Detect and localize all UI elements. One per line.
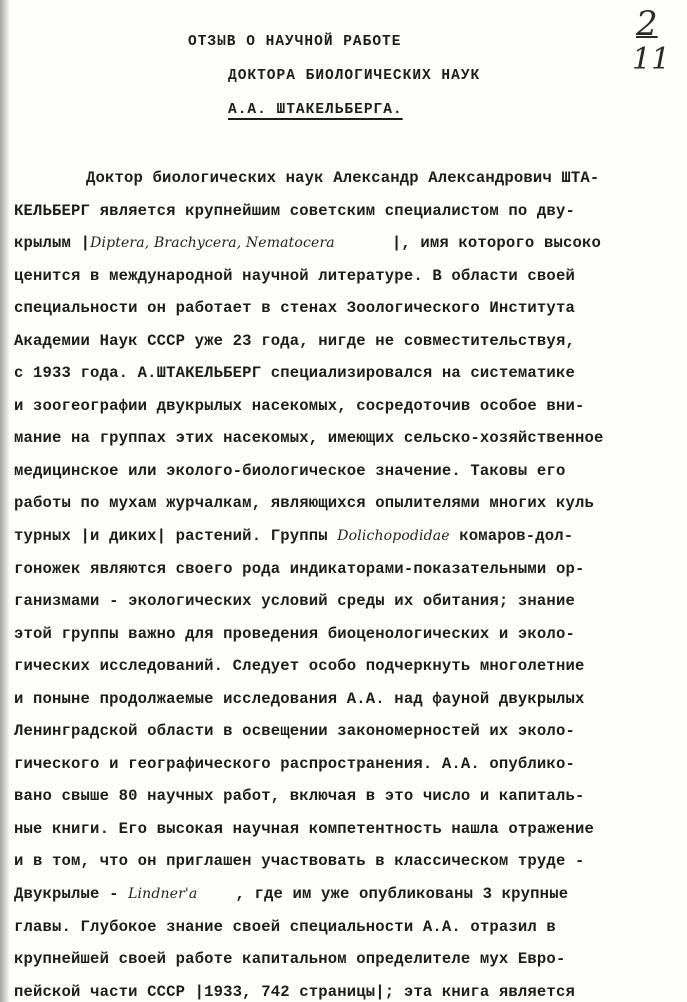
body-line: крупнейшей своей работе капитальном определителе мух Евро- xyxy=(14,950,566,969)
body-line xyxy=(14,227,684,260)
body-line: Академии Наук СССР уже 23 года, нигде не совместительствуя, xyxy=(14,331,575,350)
body-line-tail: , где им уже опубликованы 3 крупные xyxy=(235,885,569,904)
handwritten-insert: Diptera, Brachycera, Nematocera xyxy=(90,235,335,252)
body-line: и зоогеографии двукрылых насекомых, сосредоточив особое вни- xyxy=(14,396,585,415)
body-line: и поныне продолжаемые исследования А.А. над фауной двукрылых xyxy=(14,689,585,708)
body-line: пейской части СССР |1933, 742 страницы|; эта книга является xyxy=(14,982,575,1001)
handwritten-sheet-number: 11 xyxy=(632,42,671,77)
body-line-tail: |, имя которого высоко xyxy=(391,234,601,253)
body-line: ценится в международной научной литературе. В области своей xyxy=(14,266,575,285)
body-line xyxy=(14,878,684,911)
body-line: этой группы важно для проведения биоценологических и эколо- xyxy=(14,624,575,643)
bracket-mark: | xyxy=(80,234,91,253)
body-line: Доктор биологических наук Александр Александрович ШТА- xyxy=(86,169,600,187)
body-line: вано свыше 80 научных работ, включая в это число и капиталь- xyxy=(14,787,585,806)
body-line: гического и географического распространения. А.А. опублико- xyxy=(14,754,575,773)
handwritten-insert: Lindner'a xyxy=(128,886,198,903)
body-line-tail: комаров-дол- xyxy=(459,527,574,546)
body-line: главы. Глубокое знание своей специальности А.А. отразил в xyxy=(14,917,556,936)
body-line: ганизмами - экологических условий среды их обитания; знание xyxy=(14,592,575,611)
body-line xyxy=(14,520,684,553)
body-line: Ленинградской области в освещении закономерностей их эколо- xyxy=(14,722,575,741)
body-line: медицинское или эколого-биологическое значение. Таковы его xyxy=(14,461,566,480)
heading-line-2: ДОКТОРА БИОЛОГИЧЕСКИХ НАУК xyxy=(228,68,481,84)
heading-line-1: ОТЗЫВ О НАУЧНОЙ РАБОТЕ xyxy=(188,34,402,50)
body-line: ные книги. Его высокая научная компетентность нашла отражение xyxy=(14,819,594,838)
body-line-text: турных |и диких| растений. Группы xyxy=(14,527,328,546)
body-line: и в том, что он приглашен участвовать в классическом труде - xyxy=(14,852,585,871)
body-line: специальности он работает в стенах Зоологического Института xyxy=(14,299,575,318)
heading-line-3: А.А. ШТАКЕЛЬБЕРГА. xyxy=(228,102,403,118)
body-line: с 1933 года. А.ШТАКЕЛЬБЕРГ специализировался на систематике xyxy=(14,364,575,383)
body-line-text: крылым xyxy=(14,234,72,253)
scan-edge-shadow xyxy=(0,0,10,1002)
body-line: КЕЛЬБЕРГ является крупнейшим советским специалистом по дву- xyxy=(14,201,575,220)
body-line: работы по мухам журчалкам, являющихся опылителями многих куль xyxy=(14,494,594,513)
handwritten-insert: Dolichopodidae xyxy=(337,528,450,545)
body-line-text: Двукрылые - xyxy=(14,885,119,904)
body-line: мание на группах этих насекомых, имеющих сельско-хозяйственное xyxy=(14,429,604,448)
body-line: гоножек являются своего рода индикаторами-показательными ор- xyxy=(14,559,585,578)
review-body xyxy=(14,162,684,1002)
body-line: гических исследований. Следует особо подчеркнуть многолетние xyxy=(14,657,585,676)
handwritten-page-number: 2 xyxy=(636,4,658,44)
